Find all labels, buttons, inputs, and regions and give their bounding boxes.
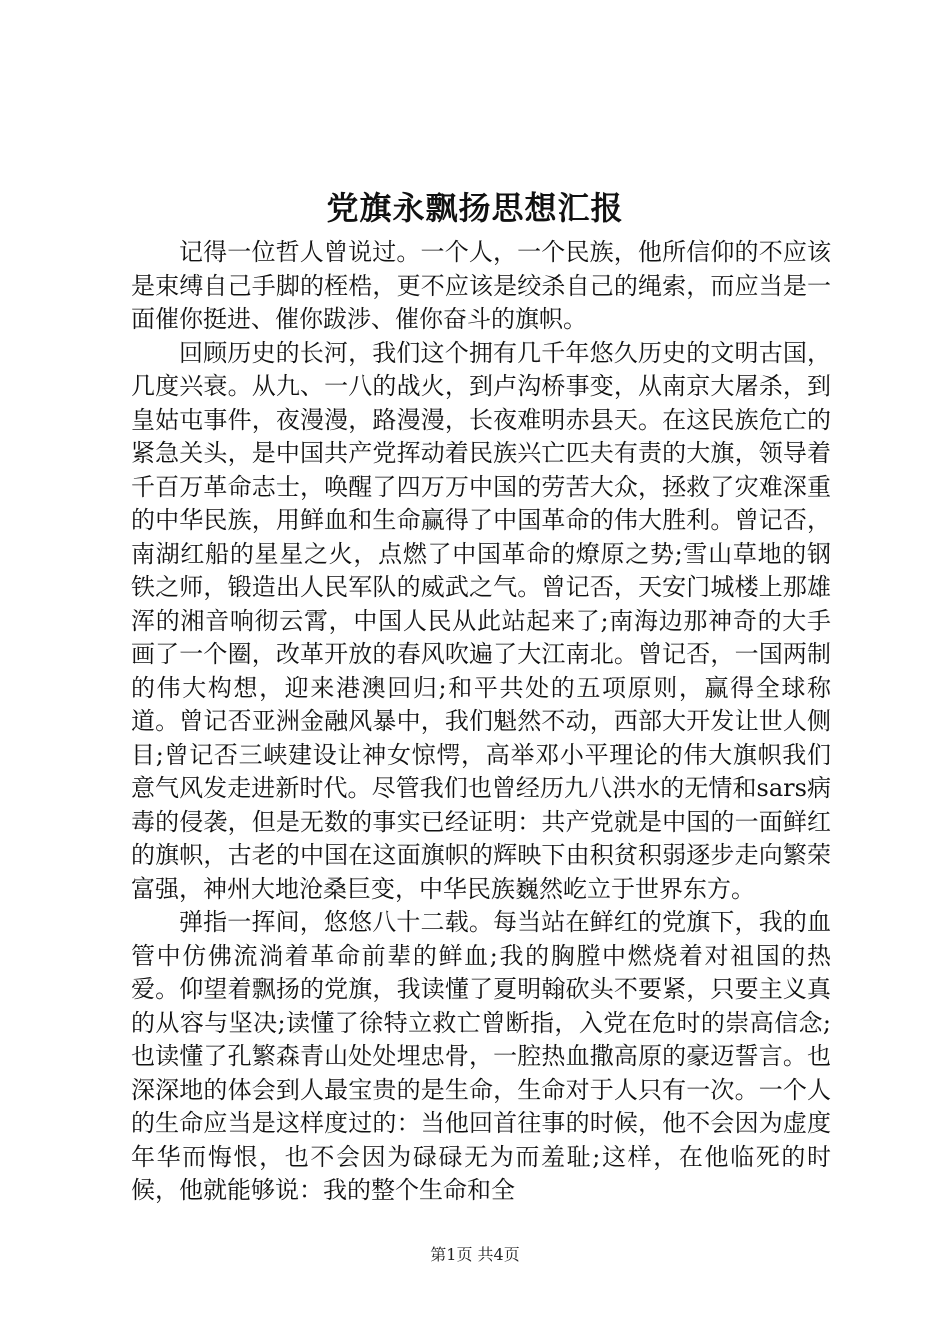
document-title: 党旗永飘扬思想汇报 — [326, 189, 624, 227]
document-body — [131, 236, 831, 1208]
paragraph-1: 记得一位哲人曾说过。一个人，一个民族，他所信仰的不应该是束缚自己手脚的桎梏，更不应该是绞杀自己的绳索，而应当是一面催你挺进、催你跋涉、催你奋斗的旗帜。 — [131, 238, 831, 333]
paragraph-2: 回顾历史的长河，我们这个拥有几千年悠久历史的文明古国，几度兴衰。从九、一八的战火，到卢沟桥事变，从南京大屠杀，到皇姑屯事件，夜漫漫，路漫漫，长夜难明赤县天。在这民族危亡的紧急关头，是中国共产党挥动着民族兴亡匹夫有责的大旗，领导着千百万革命志士，唤醒了四万万中国的劳苦大众，拯救了灾难深重的中华民族，用鲜血和生命赢得了中国革命的伟大胜利。曾记否，南湖红船的星星之火，点燃了中国革命的燎原之势;雪山草地的钢铁之师，锻造出人民军队的威武之气。曾记否，天安门城楼上那雄浑的湘音响彻云霄，中国人民从此站起来了;南海边那神奇的大手画了一个圈，改革开放的春风吹遍了大江南北。曾记否，一国两制的伟大构想，迎来港澳回归;和平共处的五项原则，赢得全球称道。曾记否亚洲金融风暴中，我们魁然不动，西部大开发让世人侧目;曾记否三峡建设让神女惊愕，高举邓小平理论的伟大旗帜我们意气风发走进新时代。尽管我们也曾经历九八洪水的无情和sars病毒的侵袭，但是无数的事实已经证明：共产党就是中国的一面鲜红的旗帜，古老的中国在这面旗帜的辉映下由积贫积弱逐步走向繁荣富强，神州大地沧桑巨变，中华民族巍然屹立于世界东方。 — [131, 338, 831, 903]
paragraph-3: 弹指一挥间，悠悠八十二载。每当站在鲜红的党旗下，我的血管中仿佛流淌着革命前辈的鲜血;我的胸膛中燃烧着对祖国的热爱。仰望着飘扬的党旗，我读懂了夏明翰砍头不要紧，只要主义真的从容与坚决;读懂了徐特立救亡曾断指，入党在危时的崇高信念;也读懂了孔繁森青山处处埋忠骨，一腔热血撒高原的豪迈誓言。也深深地的体会到人最宝贵的是生命，生命对于人只有一次。一个人的生命应当是这样度过的：当他回首往事的时候，他不会因为虚度年华而悔恨，也不会因为碌碌无为而羞耻;这样，在他临死的时候，他就能够说：我的整个生命和全 — [131, 908, 831, 1204]
page-footer: 第1页 共4页 — [430, 1245, 520, 1264]
